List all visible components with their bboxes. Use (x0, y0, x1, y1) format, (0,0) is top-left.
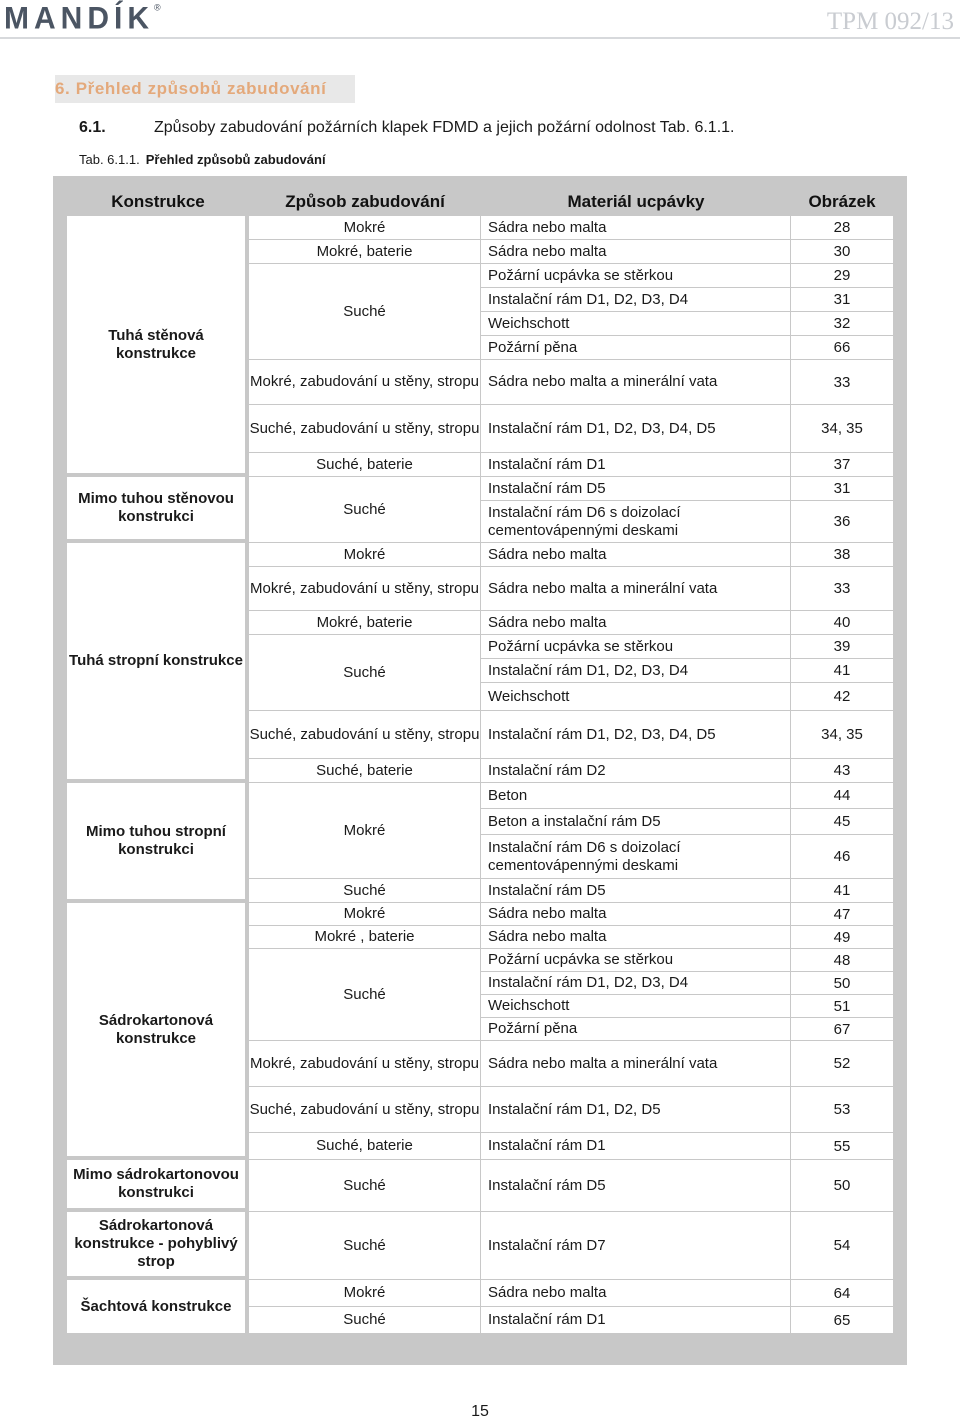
figure-cell: 32 (791, 312, 893, 336)
method-cell: Mokré (249, 783, 481, 879)
material-cell: Sádra nebo malta (481, 240, 791, 264)
method-cell: Mokré (249, 216, 481, 240)
figure-cell: 49 (791, 926, 893, 949)
material-cell: Instalační rám D5 (481, 879, 791, 903)
page-header (0, 0, 960, 40)
figure-cell: 31 (791, 288, 893, 312)
material-cell: Beton a instalační rám D5 (481, 809, 791, 835)
header-konstrukce: Konstrukce (67, 188, 249, 216)
table-row (67, 783, 893, 809)
method-cell: Suché (249, 1212, 481, 1280)
group-cell: Mimo sádrokartonovou konstrukci (67, 1160, 249, 1212)
figure-cell: 46 (791, 835, 893, 879)
table-header-row (67, 188, 893, 216)
table-row (67, 216, 893, 240)
material-cell: Instalační rám D1, D2, D5 (481, 1087, 791, 1133)
material-cell: Sádra nebo malta a minerální vata (481, 360, 791, 405)
table-row (67, 1212, 893, 1280)
method-cell: Mokré (249, 1280, 481, 1307)
subsection-title (79, 119, 734, 137)
group-cell: Tuhá stropní konstrukce (67, 543, 249, 783)
method-cell: Suché, baterie (249, 759, 481, 783)
figure-cell: 51 (791, 995, 893, 1018)
subsection-text: Způsoby zabudování požárních klapek FDMD a jejich požární odolnost Tab. 6.1.1. (154, 119, 735, 136)
figure-cell: 38 (791, 543, 893, 567)
figure-cell: 34, 35 (791, 405, 893, 453)
installation-table (67, 188, 893, 1333)
method-cell: Suché, baterie (249, 453, 481, 477)
material-cell: Instalační rám D1, D2, D3, D4 (481, 972, 791, 995)
method-cell: Mokré, baterie (249, 611, 481, 635)
material-cell: Instalační rám D1 (481, 453, 791, 477)
figure-cell: 34, 35 (791, 711, 893, 759)
method-cell: Suché (249, 264, 481, 360)
figure-cell: 50 (791, 1160, 893, 1212)
method-cell: Mokré, zabudování u stěny, stropu (249, 567, 481, 611)
material-cell: Instalační rám D6 s doizolací cementovápennými deskami (481, 835, 791, 879)
material-cell: Sádra nebo malta (481, 216, 791, 240)
group-cell: Šachtová konstrukce (67, 1280, 249, 1333)
method-cell: Mokré , baterie (249, 926, 481, 949)
material-cell: Weichschott (481, 312, 791, 336)
method-cell: Suché (249, 949, 481, 1041)
method-cell: Suché, baterie (249, 1133, 481, 1160)
mandik-logo: MANDÍK® (4, 1, 161, 36)
figure-cell: 47 (791, 903, 893, 926)
method-cell: Suché (249, 477, 481, 543)
material-cell: Sádra nebo malta (481, 1280, 791, 1307)
material-cell: Instalační rám D6 s doizolací cementovápennými deskami (481, 501, 791, 543)
figure-cell: 33 (791, 567, 893, 611)
figure-cell: 29 (791, 264, 893, 288)
material-cell: Požární pěna (481, 1018, 791, 1041)
figure-cell: 40 (791, 611, 893, 635)
figure-cell: 50 (791, 972, 893, 995)
method-cell: Mokré (249, 543, 481, 567)
material-cell: Sádra nebo malta (481, 903, 791, 926)
figure-cell: 28 (791, 216, 893, 240)
material-cell: Weichschott (481, 995, 791, 1018)
figure-cell: 36 (791, 501, 893, 543)
figure-cell: 65 (791, 1307, 893, 1333)
figure-cell: 33 (791, 360, 893, 405)
method-cell: Suché (249, 635, 481, 711)
figure-cell: 41 (791, 659, 893, 683)
table-row (67, 477, 893, 501)
material-cell: Instalační rám D7 (481, 1212, 791, 1280)
material-cell: Požární ucpávka se stěrkou (481, 635, 791, 659)
method-cell: Mokré (249, 903, 481, 926)
material-cell: Instalační rám D1, D2, D3, D4 (481, 659, 791, 683)
figure-cell: 54 (791, 1212, 893, 1280)
figure-cell: 31 (791, 477, 893, 501)
figure-cell: 53 (791, 1087, 893, 1133)
installation-table-frame (53, 176, 907, 1365)
material-cell: Instalační rám D2 (481, 759, 791, 783)
table-row (67, 1160, 893, 1212)
document-code: TPM 092/13 (826, 8, 954, 35)
table-row (67, 1280, 893, 1307)
method-cell: Mokré, zabudování u stěny, stropu (249, 1041, 481, 1087)
group-cell: Sádrokartonová konstrukce (67, 903, 249, 1160)
header-material: Materiál ucpávky (481, 188, 791, 216)
table-caption-title: Přehled způsobů zabudování (145, 152, 326, 167)
figure-cell: 30 (791, 240, 893, 264)
subsection-number: 6.1. (79, 119, 106, 136)
table-row (67, 903, 893, 926)
section-title: 6. Přehled způsobů zabudování (55, 75, 355, 103)
method-cell: Suché (249, 1307, 481, 1333)
figure-cell: 52 (791, 1041, 893, 1087)
material-cell: Sádra nebo malta a minerální vata (481, 567, 791, 611)
material-cell: Instalační rám D1, D2, D3, D4 (481, 288, 791, 312)
material-cell: Instalační rám D1 (481, 1307, 791, 1333)
figure-cell: 48 (791, 949, 893, 972)
material-cell: Beton (481, 783, 791, 809)
material-cell: Sádra nebo malta (481, 926, 791, 949)
figure-cell: 43 (791, 759, 893, 783)
figure-cell: 42 (791, 683, 893, 711)
material-cell: Sádra nebo malta (481, 543, 791, 567)
material-cell: Weichschott (481, 683, 791, 711)
material-cell: Instalační rám D5 (481, 477, 791, 501)
material-cell: Sádra nebo malta a minerální vata (481, 1041, 791, 1087)
page-number: 15 (471, 1403, 489, 1420)
figure-cell: 45 (791, 809, 893, 835)
method-cell: Suché (249, 879, 481, 903)
material-cell: Sádra nebo malta (481, 611, 791, 635)
material-cell: Instalační rám D1, D2, D3, D4, D5 (481, 711, 791, 759)
material-cell: Požární ucpávka se stěrkou (481, 949, 791, 972)
figure-cell: 37 (791, 453, 893, 477)
material-cell: Požární pěna (481, 336, 791, 360)
header-obrazek: Obrázek (791, 188, 893, 216)
material-cell: Instalační rám D1 (481, 1133, 791, 1160)
header-divider (0, 37, 960, 39)
group-cell: Mimo tuhou stropní konstrukci (67, 783, 249, 903)
method-cell: Suché, zabudování u stěny, stropu (249, 405, 481, 453)
figure-cell: 64 (791, 1280, 893, 1307)
figure-cell: 66 (791, 336, 893, 360)
figure-cell: 44 (791, 783, 893, 809)
figure-cell: 41 (791, 879, 893, 903)
material-cell: Požární ucpávka se stěrkou (481, 264, 791, 288)
material-cell: Instalační rám D5 (481, 1160, 791, 1212)
figure-cell: 55 (791, 1133, 893, 1160)
method-cell: Mokré, zabudování u stěny, stropu (249, 360, 481, 405)
method-cell: Suché, zabudování u stěny, stropu (249, 711, 481, 759)
table-row (67, 543, 893, 567)
table-caption (79, 152, 326, 167)
header-zpusob: Způsob zabudování (249, 188, 481, 216)
figure-cell: 39 (791, 635, 893, 659)
figure-cell: 67 (791, 1018, 893, 1041)
method-cell: Mokré, baterie (249, 240, 481, 264)
table-caption-number: Tab. 6.1.1. (79, 152, 140, 167)
material-cell: Instalační rám D1, D2, D3, D4, D5 (481, 405, 791, 453)
method-cell: Suché (249, 1160, 481, 1212)
group-cell: Mimo tuhou stěnovou konstrukci (67, 477, 249, 543)
group-cell: Tuhá stěnová konstrukce (67, 216, 249, 477)
method-cell: Suché, zabudování u stěny, stropu (249, 1087, 481, 1133)
group-cell: Sádrokartonová konstrukce - pohyblivý strop (67, 1212, 249, 1280)
